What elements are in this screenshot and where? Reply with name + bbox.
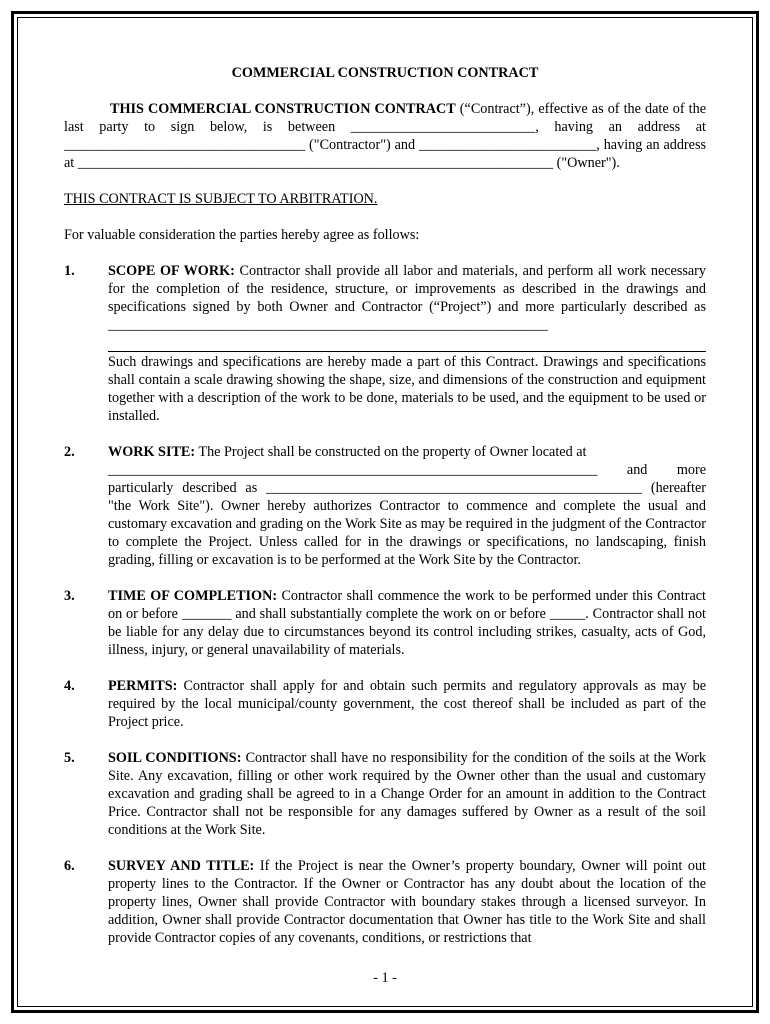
section-scope-of-work [64,262,706,425]
section-text: Contractor shall provide all labor and materials, and perform all work necessary for the completion of the residence, structure, or improvements as described in the drawings and specifications signed by both Owner and Contractor (“Project”) and more particularly described as ______________________________________________________________ [108,263,706,333]
section-text: Contractor shall apply for and obtain such permits and regulatory approvals as may be required by the local municipal/county government, the cost thereof shall be included as part of the Project price. [108,678,706,730]
section-text: The Project shall be constructed on the property of Owner located at [195,444,587,460]
section-number: 2. [64,444,75,460]
intro-paragraph [64,100,706,172]
section-number: 3. [64,588,75,604]
section-heading: SCOPE OF WORK: [108,263,235,279]
section-text: Contractor shall have no responsibility for the condition of the soils at the Work Site. Any excavation, filling or other work required by the Owner other than the usual and customary excavation and grading shall be agreed to in a Change Order for an amount in addition to the Contract Price. Contractor shall not be responsible for any damages suffered by Owner as a result of the soil conditions at the Work Site. [108,750,706,838]
arbitration-notice: THIS CONTRACT IS SUBJECT TO ARBITRATION. [64,191,378,207]
section-permits [64,677,706,731]
document-body [64,64,706,947]
consideration-statement: For valuable consideration the parties hereby agree as follows: [64,227,420,243]
section-text-continued: _____________________________________________________________________ and more particularly described as _____________________________________________________ (hereafter "the Work Site"). Owner hereby authorizes Contractor to commence and complete the usual and customary excavation and grading on the Work Site as may be required in the judgment of the Contractor to complete the Project. Unless called for in the drawings or specifications, no landscaping, finish grading, filling or excavation is to be performed at the Work Site by the Contractor. [108,462,706,568]
section-number: 1. [64,263,75,279]
section-number: 6. [64,858,75,874]
intro-text: (“Contract”), effective as of the date of the last party to sign below, is between __________________________, having an address at __________________________________ ("Contractor") and _________________________, having an address at ___________________________________________________________________ ("Owner"). [64,101,706,171]
document-title: COMMERCIAL CONSTRUCTION CONTRACT [231,65,539,81]
intro-lead: THIS COMMERCIAL CONSTRUCTION CONTRACT [110,101,456,117]
section-text: Contractor shall commence the work to be performed under this Contract on or before _______ and shall substantially complete the work on or before _____. Contractor shall not be liable for any delay due to circumstances beyond its control including strikes, casualty, acts of God, illness, injury, or general unavailability of materials. [108,588,706,658]
blank-line [108,334,706,352]
section-heading: TIME OF COMPLETION: [108,588,278,604]
section-survey-and-title [64,857,706,947]
section-heading: SOIL CONDITIONS: [108,750,242,766]
section-soil-conditions [64,749,706,839]
section-number: 5. [64,750,75,766]
page-number: - 1 - [373,970,397,986]
section-text: If the Project is near the Owner’s property boundary, Owner will point out property lines to the Contractor. If the Owner or Contractor has any doubt about the location of the property lines, Owner shall provide Contractor with boundary stakes through a licensed surveyor. In addition, Owner shall provide Contractor documentation that Owner has title to the Work Site and shall provide Contractor copies of any covenants, conditions, or restrictions that [108,858,706,946]
section-text-continued: Such drawings and specifications are hereby made a part of this Contract. Drawings and specifications shall contain a scale drawing showing the shape, size, and dimensions of the construction and equipment together with a description of the work to be done, materials to be used, and the equipment to be used or installed. [108,354,706,424]
section-work-site [64,443,706,569]
section-number: 4. [64,678,75,694]
section-heading: WORK SITE: [108,444,196,460]
section-heading: SURVEY AND TITLE: [108,858,255,874]
section-time-of-completion [64,587,706,659]
section-heading: PERMITS: [108,678,178,694]
